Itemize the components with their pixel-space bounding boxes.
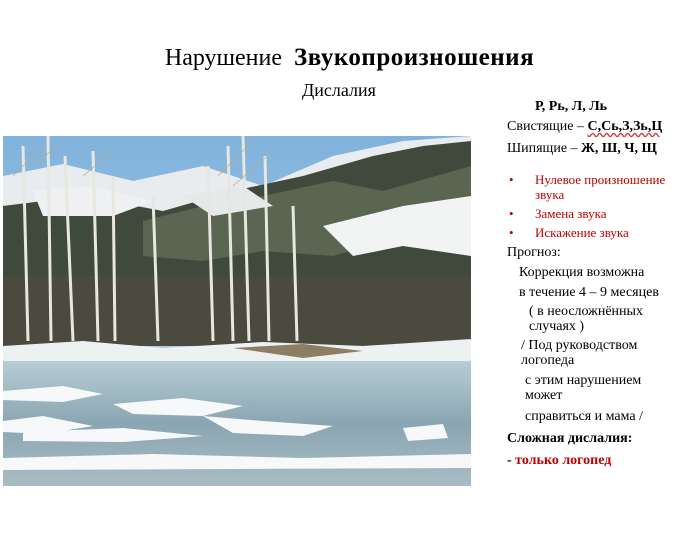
whistling-value: С,Сь,З,Зь,Ц [587, 119, 663, 134]
specialist-text: только логопед [515, 453, 612, 468]
bullet-item: • Нулевое произношение звука [509, 172, 666, 202]
prognosis-label: Прогноз: [507, 245, 561, 260]
bullet-item: • Замена звука [509, 206, 607, 221]
prognosis-line: ( в неосложнённых случаях ) [529, 304, 643, 334]
prognosis-line: справиться и мама / [525, 409, 644, 424]
bullet-item: • Искажение звука [509, 225, 629, 240]
title-part1: Нарушение [164, 45, 282, 71]
winter-river-photo [3, 136, 471, 486]
right-text-column [507, 98, 697, 470]
slide-subtitle: Дислалия [302, 80, 376, 100]
hissing-value: Ж, Ш, Ч, Щ [581, 141, 657, 156]
whistling-line [507, 118, 697, 136]
prognosis-line: / Под руководством логопеда [521, 338, 638, 368]
prognosis-line: с этим нарушением может [525, 373, 642, 403]
hissing-line [507, 140, 697, 158]
whistling-label: Свистящие – [507, 119, 588, 134]
sounds-line: Р, Рь, Л, Ль [535, 99, 608, 114]
prognosis-line: в течение 4 – 9 месяцев [519, 285, 659, 300]
complex-dyslalia-label: Сложная дислалия: [507, 431, 633, 446]
title-part2: Звукопроизношения [294, 44, 535, 71]
hissing-label: Шипящие – [507, 141, 582, 156]
prognosis-line: Коррекция возможна [519, 265, 645, 280]
specialist-line: - только логопед [507, 453, 612, 468]
slide-title [0, 44, 699, 72]
